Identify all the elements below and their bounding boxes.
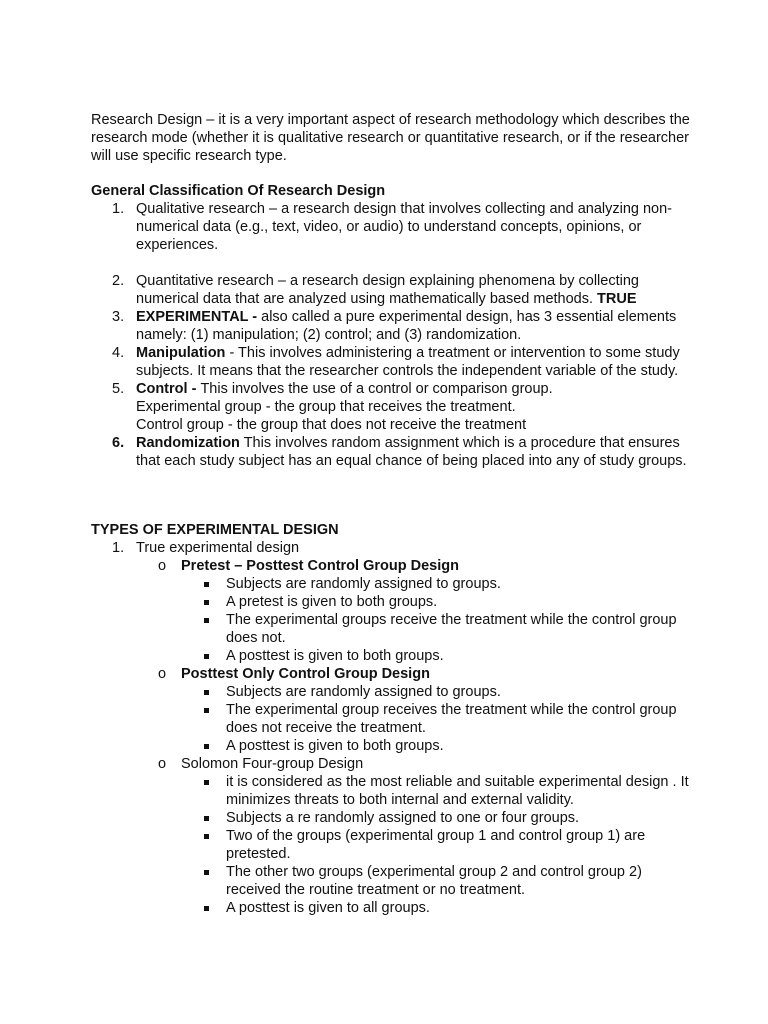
bullet-item bbox=[91, 683, 691, 701]
item-number: 4. bbox=[112, 345, 125, 361]
list-item bbox=[91, 308, 691, 344]
bullet-text: it is considered as the most reliable and suitable experimental design . It minimizes threats to both internal and external validity. bbox=[226, 774, 689, 808]
item-term: Randomization bbox=[136, 435, 240, 451]
item-text: Qualitative research – a research design that involves collecting and analyzing non-numerical data (e.g., text, video, or audio) to understand concepts, opinions, or experiences. bbox=[136, 201, 673, 253]
circle-bullet-icon: o bbox=[158, 666, 167, 682]
bullet-text: A pretest is given to both groups. bbox=[226, 594, 438, 610]
square-bullet-icon bbox=[204, 834, 209, 839]
square-bullet-icon bbox=[204, 744, 209, 749]
item-true-label: TRUE bbox=[597, 291, 637, 307]
square-bullet-icon bbox=[204, 870, 209, 875]
list-item bbox=[91, 539, 691, 557]
item-text: Quantitative research – a research design explaining phenomena by collecting numerical data that are analyzed using mathematically based methods. bbox=[136, 273, 639, 307]
list-item bbox=[91, 434, 691, 470]
classification-heading: General Classification Of Research Design bbox=[91, 183, 386, 199]
item-number: 2. bbox=[112, 273, 125, 289]
types-heading: TYPES OF EXPERIMENTAL DESIGN bbox=[91, 522, 339, 538]
square-bullet-icon bbox=[204, 708, 209, 713]
bullet-text: A posttest is given to both groups. bbox=[226, 648, 444, 664]
item-number: 1. bbox=[112, 201, 125, 217]
item-text-line: Experimental group - the group that receives the treatment. bbox=[136, 399, 516, 415]
bullet-text: The other two groups (experimental group 2 and control group 2) received the routine treatment or no treatment. bbox=[226, 864, 642, 898]
bullet-item bbox=[91, 773, 691, 809]
item-term: Manipulation bbox=[136, 345, 226, 361]
square-bullet-icon bbox=[204, 600, 209, 605]
bullet-text: Subjects a re randomly assigned to one or four groups. bbox=[226, 810, 580, 826]
list-item bbox=[91, 272, 691, 308]
bullet-text: A posttest is given to both groups. bbox=[226, 738, 444, 754]
square-bullet-icon bbox=[204, 780, 209, 785]
classification-list bbox=[91, 200, 691, 470]
item-number: 3. bbox=[112, 309, 125, 325]
bullet-item bbox=[91, 701, 691, 737]
item-number: 6. bbox=[112, 435, 125, 451]
design-item bbox=[91, 557, 691, 575]
bullet-text: The experimental group receives the treatment while the control group does not receive the treatment. bbox=[226, 702, 677, 736]
item-term: EXPERIMENTAL - bbox=[136, 309, 262, 325]
bullet-item bbox=[91, 737, 691, 755]
item-number: 1. bbox=[112, 540, 125, 556]
bullet-text: Subjects are randomly assigned to groups. bbox=[226, 684, 501, 700]
list-item bbox=[91, 200, 691, 254]
intro-paragraph: Research Design – it is a very important aspect of research methodology which describes the research mode (whether it is qualitative research or quantitative research, or if the researcher will use specific research type. bbox=[91, 112, 690, 164]
bullet-item bbox=[91, 611, 691, 647]
bullet-item bbox=[91, 899, 691, 917]
item-text: - This involves administering a treatment or intervention to some study subjects. It means that the researcher controls the independent variable of the study. bbox=[136, 345, 680, 379]
item-term: Control - bbox=[136, 381, 201, 397]
bullet-item bbox=[91, 575, 691, 593]
bullet-text: A posttest is given to all groups. bbox=[226, 900, 430, 916]
item-text: True experimental design bbox=[136, 540, 300, 556]
design-title: Pretest – Posttest Control Group Design bbox=[181, 558, 459, 574]
item-text-line: Control group - the group that does not receive the treatment bbox=[136, 417, 527, 433]
list-item bbox=[91, 380, 691, 434]
square-bullet-icon bbox=[204, 816, 209, 821]
types-list bbox=[91, 539, 691, 917]
item-number: 5. bbox=[112, 381, 125, 397]
bullet-item bbox=[91, 827, 691, 863]
bullet-item bbox=[91, 809, 691, 827]
item-text: This involves the use of a control or comparison group. bbox=[200, 381, 553, 397]
square-bullet-icon bbox=[204, 690, 209, 695]
design-item bbox=[91, 755, 691, 773]
bullet-item bbox=[91, 593, 691, 611]
item-text: also called a pure experimental design, has 3 essential elements namely: (1) manipulation; (2) control; and (3) randomization. bbox=[136, 309, 677, 343]
square-bullet-icon bbox=[204, 906, 209, 911]
square-bullet-icon bbox=[204, 582, 209, 587]
design-title: Solomon Four-group Design bbox=[181, 756, 364, 772]
design-title: Posttest Only Control Group Design bbox=[181, 666, 430, 682]
item-text: This involves random assignment which is a procedure that ensures that each study subject has an equal chance of being placed into any of study groups. bbox=[136, 435, 687, 469]
list-item bbox=[91, 344, 691, 380]
circle-bullet-icon: o bbox=[158, 756, 167, 772]
bullet-text: The experimental groups receive the treatment while the control group does not. bbox=[226, 612, 677, 646]
circle-bullet-icon: o bbox=[158, 558, 167, 574]
bullet-item bbox=[91, 863, 691, 899]
bullet-text: Two of the groups (experimental group 1 and control group 1) are pretested. bbox=[226, 828, 646, 862]
square-bullet-icon bbox=[204, 618, 209, 623]
bullet-item bbox=[91, 647, 691, 665]
square-bullet-icon bbox=[204, 654, 209, 659]
bullet-text: Subjects are randomly assigned to groups. bbox=[226, 576, 501, 592]
design-item bbox=[91, 665, 691, 683]
